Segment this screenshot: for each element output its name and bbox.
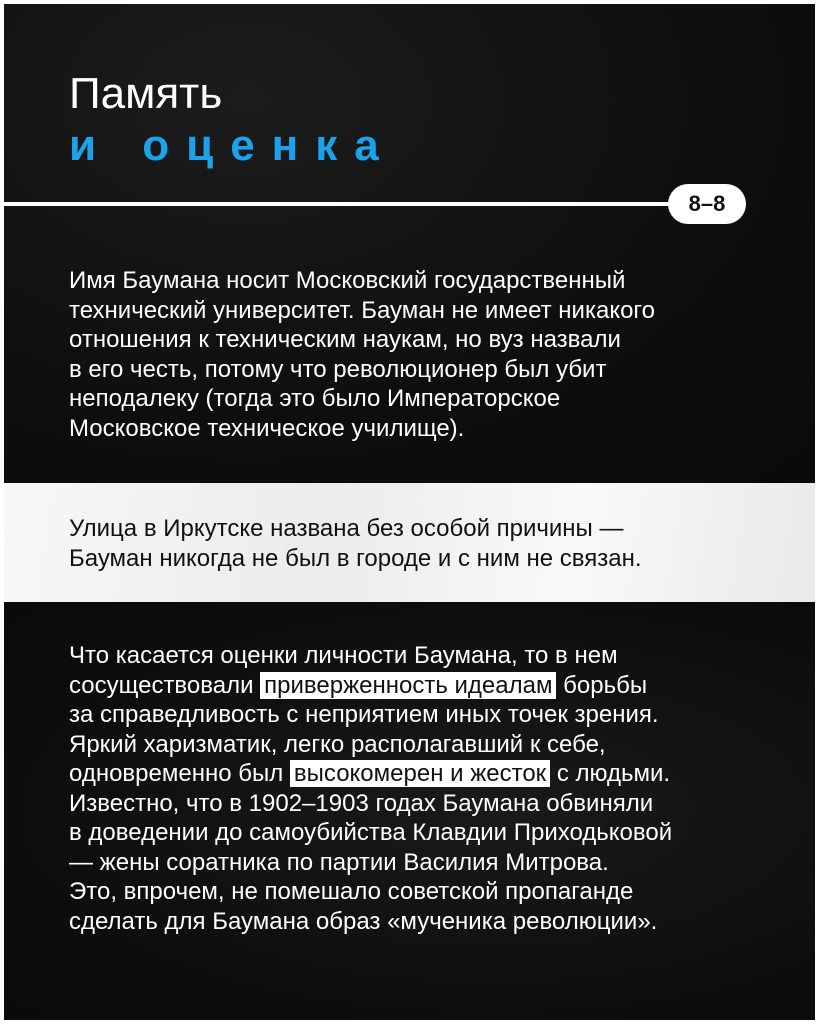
text-segment: с людьми. [550, 760, 671, 787]
paragraph-line: сделать для Баумана образ «мученика революции». [69, 907, 658, 935]
title-line-2: и оценка [69, 121, 396, 170]
slide-card [4, 4, 815, 1020]
paragraph-line: Яркий харизматик, легко располагавший к себе, [69, 730, 606, 758]
paragraph-assessment [69, 641, 672, 936]
divider-line [4, 202, 744, 206]
highlighted-phrase: приверженность идеалам [260, 672, 556, 699]
page-number-badge: 8–8 [668, 184, 746, 224]
paragraph-line: Имя Баумана носит Московский государственный [69, 267, 626, 294]
paragraph-line [69, 671, 672, 701]
text-segment: борьбы [556, 671, 648, 699]
paragraph-line: Московское техническое училище). [69, 414, 465, 442]
paragraph-line: технический университет. Бауман не имеет никакого [69, 296, 656, 324]
paragraph-line: в его честь, потому что революционер был убит [69, 355, 607, 383]
paragraph-line: Бауман никогда не был в городе и с ним не связан. [69, 544, 642, 572]
paragraph-line [69, 759, 672, 789]
paragraph-line: Что касается оценки личности Баумана, то в нем [69, 642, 618, 669]
title-line-1: Память [69, 69, 223, 118]
paragraph-line: Это, впрочем, не помешало советской пропаганде [69, 878, 634, 905]
text-segment: сосуществовали [69, 671, 261, 699]
paragraph-line: неподалеку (тогда это было Императорское [69, 385, 561, 412]
paragraph-line: за справедливость с неприятием иных точек зрения. [69, 701, 659, 728]
highlighted-phrase: высокомерен и жесток [290, 760, 550, 787]
paragraph-irkutsk [69, 514, 642, 573]
paragraph-university [69, 266, 655, 443]
paragraph-line: в доведении до самоубийства Клавдии Приходьковой [69, 819, 673, 846]
paragraph-line: Известно, что в 1902–1903 годах Баумана обвиняли [69, 789, 654, 817]
text-segment: одновременно был [69, 760, 290, 787]
paragraph-line: — жены соратника по партии Василия Митрова. [69, 848, 609, 876]
paragraph-line: отношения к техническим наукам, но вуз назвали [69, 326, 621, 353]
paragraph-line: Улица в Иркутске названа без особой причины — [69, 515, 624, 542]
